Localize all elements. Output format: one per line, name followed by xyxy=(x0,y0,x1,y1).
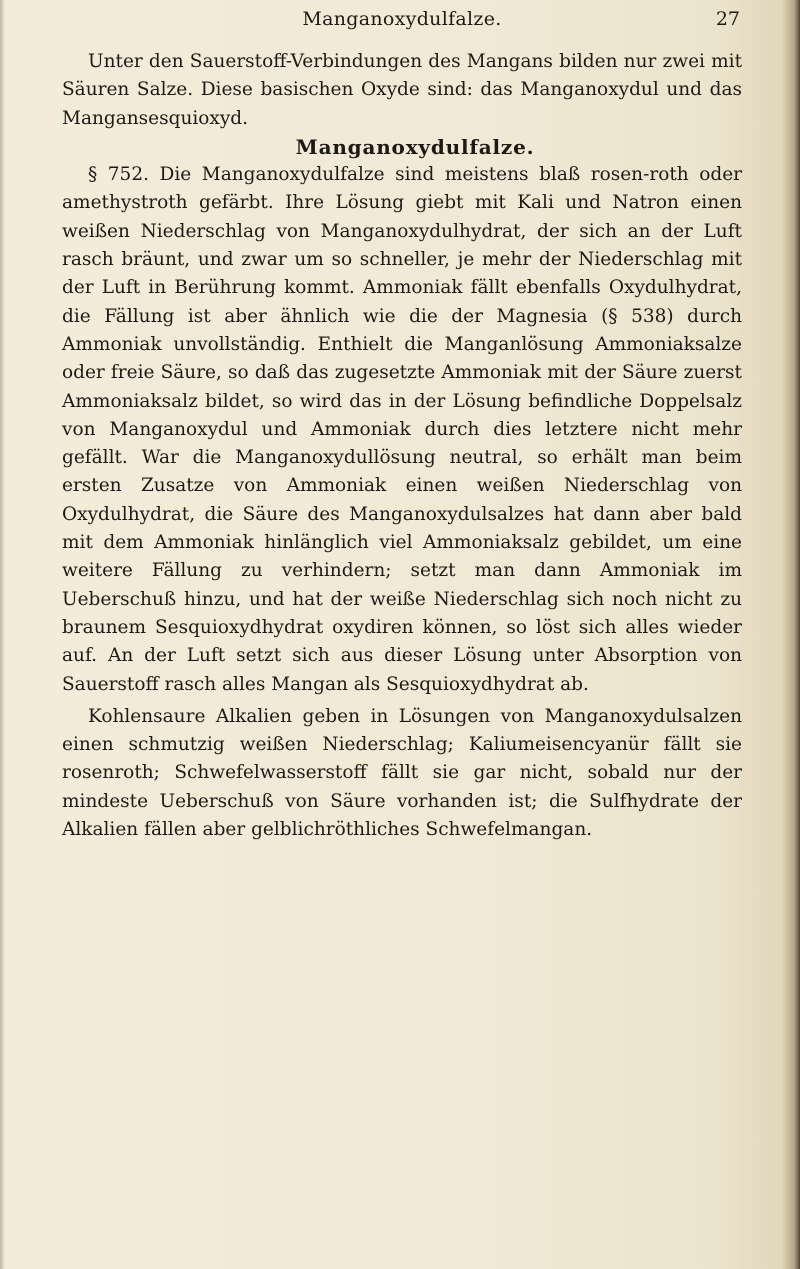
page-body xyxy=(62,48,742,844)
page-number: 27 xyxy=(715,8,740,30)
body-paragraph: § 752. Die Manganoxydulfalze sind meistens blaß rosen-roth oder amethystroth gefärbt. Ihre Lösung giebt mit Kali und Natron einen weißen Niederschlag von Manganoxydulhydrat, der sich an der Luft rasch bräunt, und zwar um so schneller, je mehr der Niederschlag mit der Luft in Berührung kommt. Ammoniak fällt ebenfalls Oxydulhydrat, die Fällung ist aber ähnlich wie die der Magnesia (§ 538) durch Ammoniak unvollständig. Enthielt die Manganlösung Ammoniaksalze oder freie Säure, so daß das zugesetzte Ammoniak mit der Säure zuerst Ammoniaksalz bildet, so wird das in der Lösung befindliche Doppelsalz von Manganoxydul und Ammoniak durch dies letztere nicht mehr gefällt. War die Manganoxydullösung neutral, so erhält man beim ersten Zusatze von Ammoniak einen weißen Niederschlag von Oxydulhydrat, die Säure des Manganoxydulsalzes hat dann aber bald mit dem Ammoniak hinlänglich viel Ammoniaksalz gebildet, um eine weitere Fällung zu verhindern; setzt man dann Ammoniak im Ueberschuß hinzu, und hat der weiße Niederschlag sich noch nicht zu braunem Sesquioxydhydrat oxydiren können, so löst sich alles wieder auf. An der Luft setzt sich aus dieser Lösung unter Absorption von Sauerstoff rasch alles Mangan als Sesquioxydhydrat ab. xyxy=(62,164,742,695)
body-paragraph: Kohlensaure Alkalien geben in Lösungen von Manganoxydulsalzen einen schmutzig weißen Niederschlag; Kaliumeisencyanür fällt sie rosenroth; Schwefelwasserstoff fällt sie gar nicht, sobald nur der mindeste Ueberschuß von Säure vorhanden ist; die Sulfhydrate der Alkalien fällen aber gelblichröthliches Schwefelmangan. xyxy=(62,705,742,841)
page-spine-shadow xyxy=(782,0,800,1269)
section-heading: Manganoxydulfalze. xyxy=(295,134,535,159)
intro-paragraph: Unter den Sauerstoff-Verbindungen des Mangans bilden nur zwei mit Säuren Salze. Diese basischen Oxyde sind: das Manganoxydul und das Mangansesquioxyd. xyxy=(62,51,742,129)
page-left-edge xyxy=(0,0,5,1269)
running-head: Manganoxydulfalze. xyxy=(302,8,502,30)
page-header xyxy=(62,8,742,38)
